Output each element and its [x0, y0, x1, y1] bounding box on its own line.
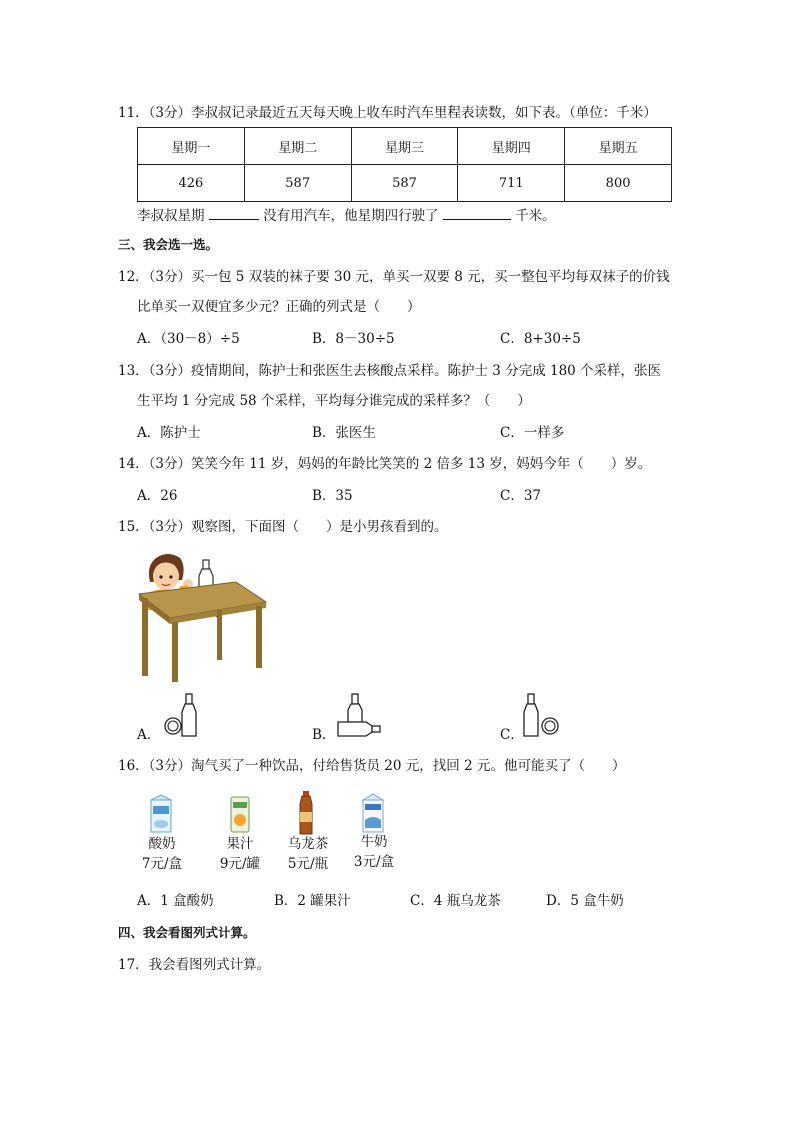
drink-oolong-tea [280, 834, 336, 874]
table-cell: 星期三 [351, 128, 458, 165]
q16-option-a[interactable]: A．1 盒酸奶 [137, 893, 214, 909]
drink-name: 果汁 [226, 836, 254, 852]
q13-option-a[interactable]: A．陈护士 [137, 425, 201, 441]
answer-blank-distance[interactable] [443, 205, 511, 220]
q11-fill-text-a: 李叔叔星期 [137, 208, 205, 224]
table-cell: 587 [351, 165, 458, 202]
section-4-heading: 四、我会看图列式计算。 [118, 925, 256, 940]
q13-stem-line2: 生平均 1 分完成 58 个采样，平均每分谁完成的采样多？（ ） [137, 393, 531, 409]
q11-stem: 11．（3分）李叔叔记录最近五天每天晚上收车时汽车里程表读数，如下表。（单位：千米） [118, 105, 657, 121]
milk-carton-icon [360, 792, 386, 834]
table-cell: 星期二 [244, 128, 351, 165]
q15-option-b[interactable]: B． [312, 727, 336, 743]
table-cell: 711 [458, 165, 565, 202]
table-header-row [138, 128, 672, 165]
q13-stem-line1: 13．（3分）疫情期间，陈护士和张医生去核酸点采样。陈护士 3 分完成 180 个采样，张医 [118, 363, 662, 379]
q15-option-c[interactable]: C． [500, 727, 524, 743]
juice-can-icon [228, 794, 252, 834]
drink-name: 酸奶 [148, 836, 176, 852]
table-cell: 星期四 [458, 128, 565, 165]
q11-fill-text-b: 没有用汽车，他星期四行驶了 [263, 208, 439, 224]
drink-price: 7元/盒 [141, 856, 183, 872]
q15-stem: 15．（3分）观察图，下面图（ ）是小男孩看到的。 [118, 519, 448, 535]
q12-option-c[interactable]: C．8+30÷5 [500, 331, 581, 347]
q15-option-b-figure[interactable] [336, 692, 386, 740]
q11-fill-line [137, 205, 556, 225]
boy-table-illustration [136, 544, 271, 684]
q14-stem: 14．（3分）笑笑今年 11 岁，妈妈的年龄比笑笑的 2 倍多 13 岁，妈妈今年（ ）岁。 [118, 456, 652, 472]
drink-name: 牛奶 [360, 834, 388, 850]
drink-price: 3元/盒 [353, 854, 395, 870]
table-cell: 星期一 [138, 128, 245, 165]
q16-stem: 16．（3分）淘气买了一种饮品，付给售货员 20 元，找回 2 元。他可能买了（ ） [118, 758, 626, 774]
q17-stem: 17．我会看图列式计算。 [118, 957, 271, 973]
drink-price: 5元/瓶 [287, 856, 329, 872]
table-cell: 800 [565, 165, 672, 202]
drink-milk [346, 832, 402, 872]
q16-option-b[interactable]: B．2 罐果汁 [274, 893, 351, 909]
q16-option-c[interactable]: C．4 瓶乌龙茶 [410, 893, 501, 909]
drink-price: 9元/罐 [219, 856, 261, 872]
drink-name: 乌龙茶 [287, 836, 329, 852]
q13-option-c[interactable]: C．一样多 [500, 425, 565, 441]
q15-option-c-figure[interactable] [522, 692, 562, 740]
table-cell: 426 [138, 165, 245, 202]
q15-option-a-figure[interactable] [162, 692, 202, 740]
q15-option-a[interactable]: A． [137, 727, 161, 743]
mileage-table [137, 127, 672, 202]
q14-option-b[interactable]: B．35 [312, 488, 353, 504]
q12-stem-line2: 比单买一双便宜多少元？正确的列式是（ ） [137, 299, 421, 315]
q14-option-c[interactable]: C．37 [500, 488, 542, 504]
yogurt-carton-icon [148, 794, 174, 834]
q12-option-a[interactable]: A．（30－8）÷5 [137, 331, 240, 347]
q16-option-d[interactable]: D．5 盒牛奶 [546, 893, 624, 909]
table-cell: 587 [244, 165, 351, 202]
q14-option-a[interactable]: A．26 [137, 488, 178, 504]
table-row [138, 165, 672, 202]
q11-fill-text-c: 千米。 [515, 208, 556, 224]
table-cell: 星期五 [565, 128, 672, 165]
drink-juice [212, 834, 268, 874]
oolong-tea-bottle-icon [296, 790, 316, 836]
answer-blank-day[interactable] [209, 205, 259, 220]
q13-option-b[interactable]: B．张医生 [312, 425, 376, 441]
q12-option-b[interactable]: B．8－30÷5 [312, 331, 395, 347]
section-3-heading: 三、我会选一选。 [118, 237, 219, 252]
q12-stem-line1: 12．（3分）买一包 5 双装的袜子要 30 元，单买一双要 8 元，买一整包平均每双袜子的价钱 [118, 269, 670, 285]
drink-yogurt [136, 834, 188, 874]
